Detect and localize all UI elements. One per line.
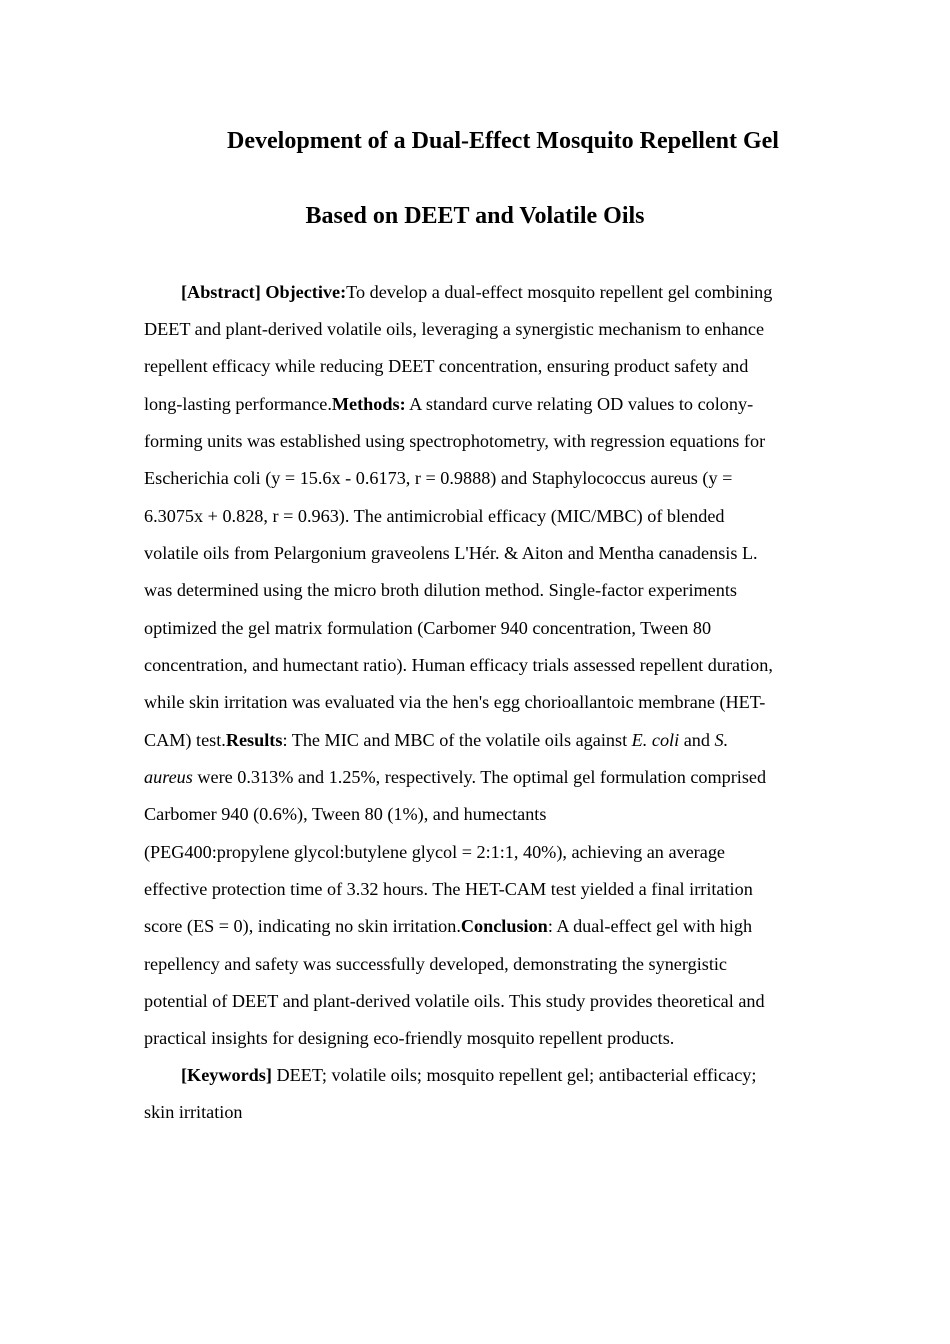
- species-name: E. coli: [631, 730, 680, 750]
- abstract-results-label: Results: [225, 730, 283, 750]
- abstract-text: A standard curve relating OD values to colony-: [405, 394, 754, 414]
- abstract-line: 6.3075x + 0.828, r = 0.963). The antimicrobial efficacy (MIC/MBC) of blended: [144, 506, 725, 526]
- abstract-line: [144, 766, 766, 788]
- abstract-line: [144, 729, 728, 751]
- abstract-line: [181, 281, 772, 303]
- abstract-line: concentration, and humectant ratio). Human efficacy trials assessed repellent duration,: [144, 655, 773, 675]
- abstract-text: : The MIC and MBC of the volatile oils against: [282, 730, 632, 750]
- abstract-line: DEET and plant-derived volatile oils, leveraging a synergistic mechanism to enhance: [144, 319, 765, 339]
- abstract-line: potential of DEET and plant-derived volatile oils. This study provides theoretical and: [144, 991, 765, 1011]
- abstract-text: To develop a dual-effect mosquito repellent gel combining: [346, 282, 773, 302]
- abstract-line: optimized the gel matrix formulation (Carbomer 940 concentration, Tween 80: [144, 618, 712, 638]
- keywords-label: [Keywords]: [181, 1065, 272, 1085]
- abstract-line: Escherichia coli (y = 15.6x - 0.6173, r = 0.9888) and Staphylococcus aureus (y =: [144, 468, 733, 488]
- abstract-line: while skin irritation was evaluated via the hen's egg chorioallantoic membrane (HET-: [144, 692, 766, 712]
- abstract-text: long-lasting performance.: [144, 394, 332, 414]
- abstract-line: effective protection time of 3.32 hours. The HET-CAM test yielded a final irritation: [144, 879, 753, 899]
- abstract-text: CAM) test.: [144, 730, 226, 750]
- species-name: aureus: [144, 767, 193, 787]
- abstract-objective-label: [Abstract] Objective:: [181, 282, 347, 302]
- paper-title-line-1: Development of a Dual-Effect Mosquito Repellent Gel: [227, 128, 779, 154]
- abstract-line: (PEG400:propylene glycol:butylene glycol = 2:1:1, 40%), achieving an average: [144, 842, 725, 862]
- abstract-line: [144, 393, 753, 415]
- abstract-line: volatile oils from Pelargonium graveolens L'Hér. & Aiton and Mentha canadensis L.: [144, 543, 758, 563]
- abstract-text: : A dual-effect gel with high: [547, 916, 753, 936]
- abstract-text: and: [679, 730, 715, 750]
- abstract-conclusion-label: Conclusion: [460, 916, 548, 936]
- paper-title-line-2: Based on DEET and Volatile Oils: [305, 203, 645, 229]
- abstract-line: Carbomer 940 (0.6%), Tween 80 (1%), and humectants: [144, 804, 547, 824]
- abstract-text: score (ES = 0), indicating no skin irritation.: [144, 916, 461, 936]
- abstract-line: repellency and safety was successfully developed, demonstrating the synergistic: [144, 954, 728, 974]
- keywords-line: skin irritation: [144, 1102, 243, 1122]
- abstract-text: were 0.313% and 1.25%, respectively. The optimal gel formulation comprised: [192, 767, 767, 787]
- abstract-line: [144, 915, 752, 937]
- abstract-line: was determined using the micro broth dilution method. Single-factor experiments: [144, 580, 737, 600]
- keywords-line: [181, 1064, 756, 1086]
- abstract-line: forming units was established using spectrophotometry, with regression equations for: [144, 431, 766, 451]
- keywords-text: DEET; volatile oils; mosquito repellent gel; antibacterial efficacy;: [271, 1065, 757, 1085]
- abstract-line: repellent efficacy while reducing DEET concentration, ensuring product safety and: [144, 356, 749, 376]
- abstract-methods-label: Methods:: [331, 394, 406, 414]
- abstract-line: practical insights for designing eco-friendly mosquito repellent products.: [144, 1028, 675, 1048]
- species-name: S.: [714, 730, 729, 750]
